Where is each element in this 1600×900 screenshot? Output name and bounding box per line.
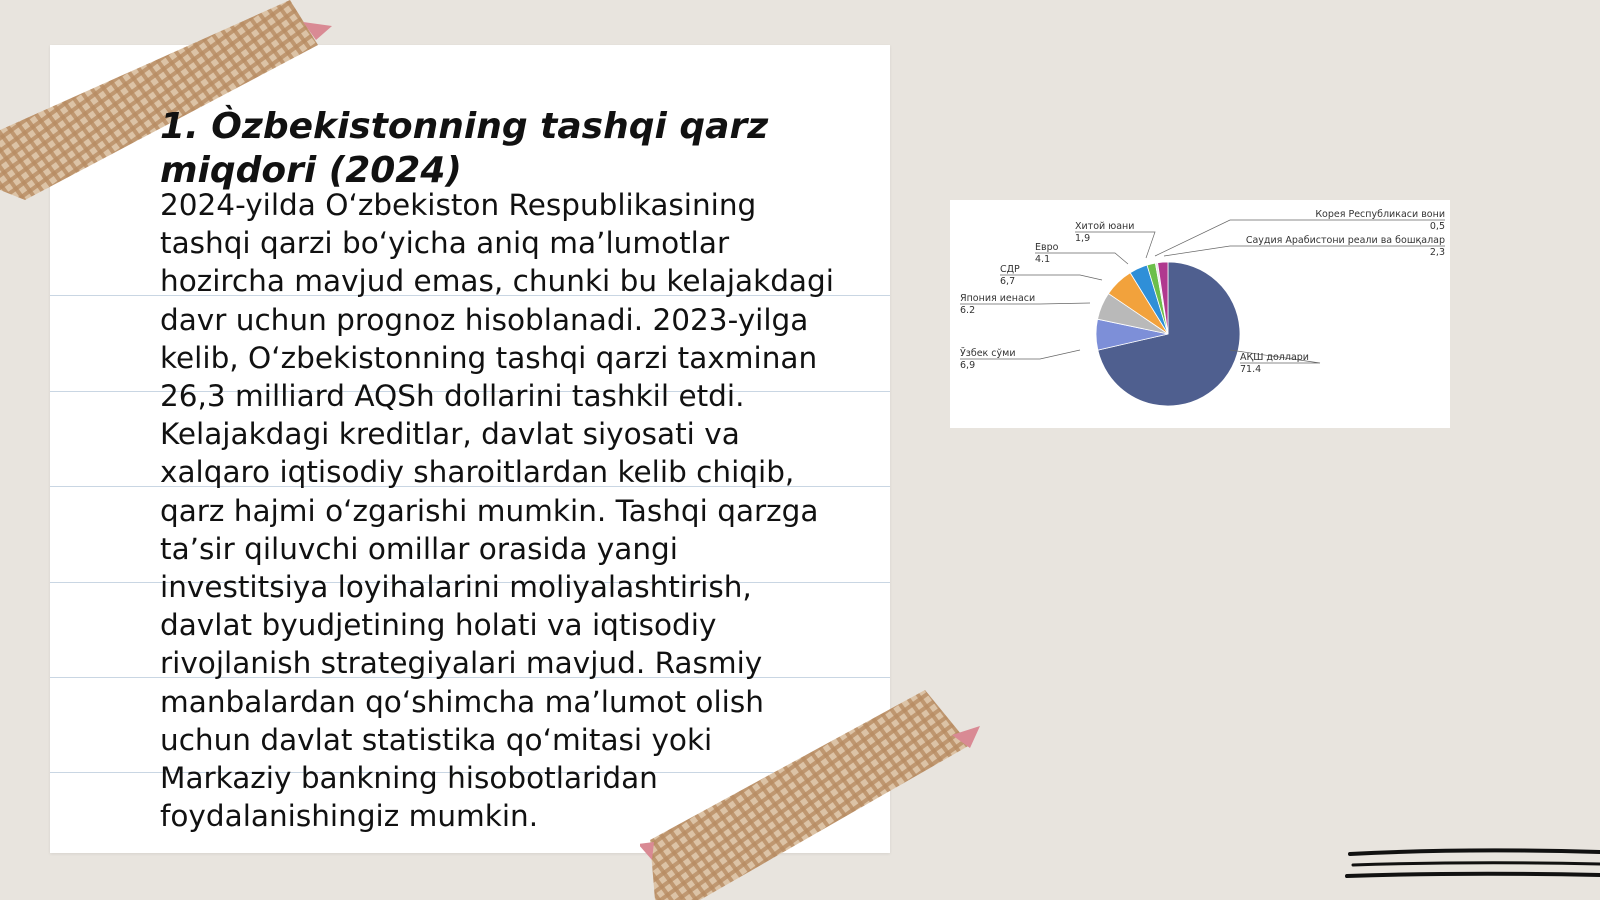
- slide-title: 1. Òzbekistonning tashqi qarz miqdori (2024): [160, 106, 769, 191]
- slice-value-label: 6.2: [960, 305, 976, 316]
- slice-value-label: 0,5: [1429, 221, 1445, 232]
- brush-strokes: [1345, 848, 1600, 888]
- slice-label: Ўзбек сўми: [960, 348, 1016, 359]
- slice-value-label: 6,9: [960, 360, 976, 371]
- slice-label: Хитой юани: [1075, 221, 1135, 232]
- slice-label: Корея Республикаси вони: [1315, 209, 1445, 220]
- slice-label: Саудия Арабистони реали ва бошқалар: [1245, 235, 1445, 246]
- pin-icon: [640, 842, 654, 860]
- pie-chart: [950, 200, 1450, 428]
- slice-value-label: 2,3: [1429, 247, 1445, 258]
- slice-label: АҚШ доллари: [1240, 352, 1309, 363]
- slice-value-label: 71.4: [1240, 364, 1262, 375]
- leader-line: [1000, 275, 1102, 280]
- slice-value-label: 6,7: [1000, 276, 1016, 287]
- slice-label: СДР: [1000, 264, 1020, 275]
- pie-chart-card: [950, 200, 1450, 428]
- leader-line: [1164, 246, 1445, 256]
- slice-label: Япония иенаси: [960, 293, 1036, 304]
- slice-value-label: 4.1: [1035, 254, 1051, 265]
- slide-body-text: 2024-yilda O‘zbekiston Respublikasining tashqi qarzi bo‘yicha aniq ma’lumotlar hozircha mavjud emas, chunki bu kelajakdagi davr uchun prognoz hisoblanadi. 2023-yilga kelib, O‘zbekistonning tashqi qarzi taxminan 26,3 milliard AQSh dollarini tashkil etdi. Kelajakdagi kreditlar, davlat siyosati va xalqaro iqtisodiy sharoitlardan kelib chiqib, qarz hajmi o‘zgarishi mumkin. Tashqi qarzga ta’sir qiluvchi omillar orasida yangi investitsiya loyihalarini moliyalashtirish, davlat byudjetining holati va iqtisodiy rivojlanish strategiyalari mavjud. Rasmiy manbalardan qo‘shimcha ma’lumot olish uchun davlat statistika qo‘mitasi yoki Markaziy bankning hisobotlaridan foydalanishingiz mumkin.: [160, 188, 834, 834]
- slice-label: Евро: [1035, 242, 1059, 253]
- slice-value-label: 1,9: [1075, 233, 1091, 244]
